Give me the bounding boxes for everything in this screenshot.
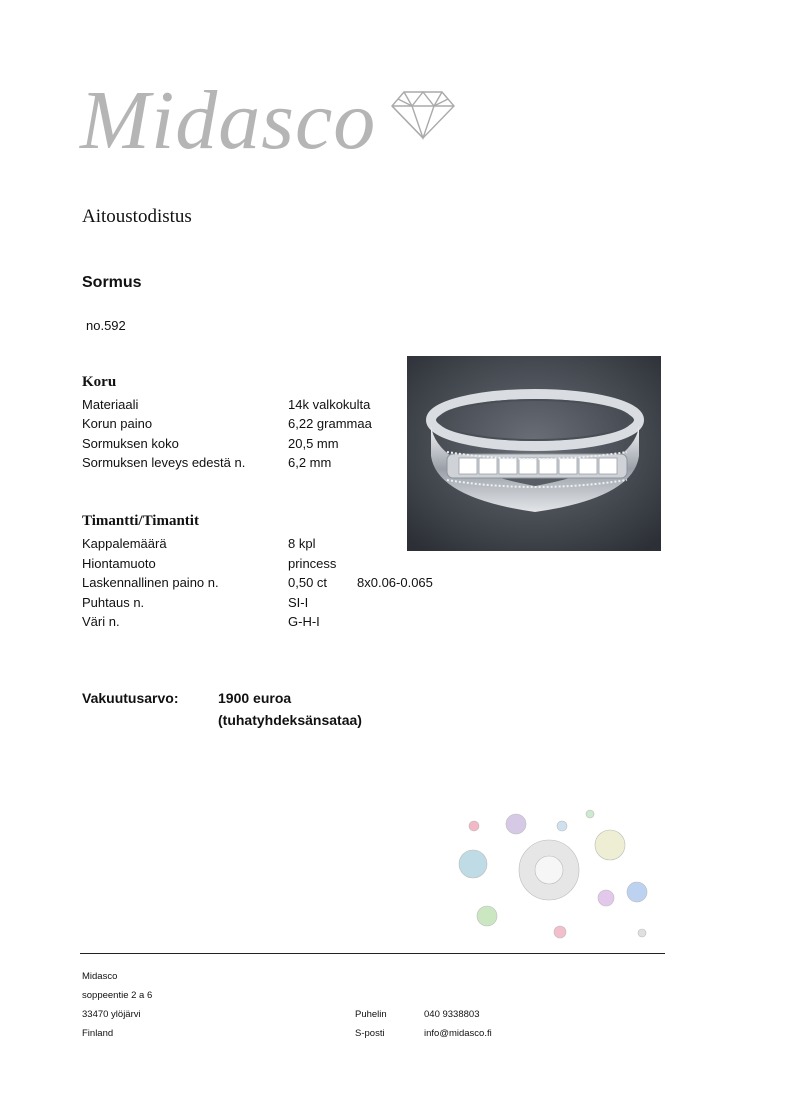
diamond-label: Laskennallinen paino n. [82, 575, 219, 590]
diamond-size-spec: 8x0.06-0.065 [357, 575, 433, 590]
diamond-outline-icon [390, 88, 456, 140]
jewel-label: Sormuksen leveys edestä n. [82, 455, 246, 470]
insurance-label: Vakuutusarvo: [82, 690, 179, 706]
jewel-label: Materiaali [82, 397, 139, 412]
jewel-value: 20,5 mm [288, 436, 339, 451]
footer-phone-label: Puhelin [355, 1009, 387, 1020]
footer-email: info@midasco.fi [424, 1028, 492, 1039]
jewel-value: 6,2 mm [288, 455, 332, 470]
footer-divider [80, 953, 665, 954]
diamond-label: Väri n. [82, 614, 120, 629]
jewel-value: 14k valkokulta [288, 397, 371, 412]
insurance-value: 1900 euroa [218, 690, 292, 706]
insurance-value-words: (tuhatyhdeksänsataa) [218, 712, 362, 728]
product-type: Sormus [82, 274, 142, 291]
diamonds-heading: Timantti/Timantit [82, 513, 199, 529]
jewel-label: Sormuksen koko [82, 436, 179, 451]
diamond-value: princess [288, 556, 337, 571]
footer-phone: 040 9338803 [424, 1009, 480, 1020]
product-number: no.592 [86, 318, 126, 333]
footer-company: Midasco [82, 971, 118, 982]
footer-postal: 33470 ylöjärvi [82, 1009, 141, 1020]
brand-logo-text: Midasco [80, 74, 377, 167]
diamond-value: 8 kpl [288, 536, 316, 551]
diamond-value: SI-I [288, 595, 309, 610]
brand-logo [80, 74, 490, 178]
document-title: Aitoustodistus [82, 206, 192, 227]
jewel-heading: Koru [82, 374, 117, 390]
footer-country: Finland [82, 1028, 114, 1039]
diamond-value: 0,50 ct [288, 575, 328, 590]
loose-gemstones-photo [450, 800, 665, 950]
diamond-label: Puhtaus n. [82, 595, 145, 610]
diamond-value: G-H-I [288, 614, 320, 629]
jewel-label: Korun paino [82, 416, 153, 431]
diamond-label: Kappalemäärä [82, 536, 167, 551]
footer-email-label: S-posti [355, 1028, 385, 1039]
jewel-value: 6,22 grammaa [288, 416, 372, 431]
diamond-label: Hiontamuoto [82, 556, 156, 571]
ring-photo [407, 356, 661, 551]
footer-street: soppeentie 2 a 6 [82, 990, 153, 1001]
